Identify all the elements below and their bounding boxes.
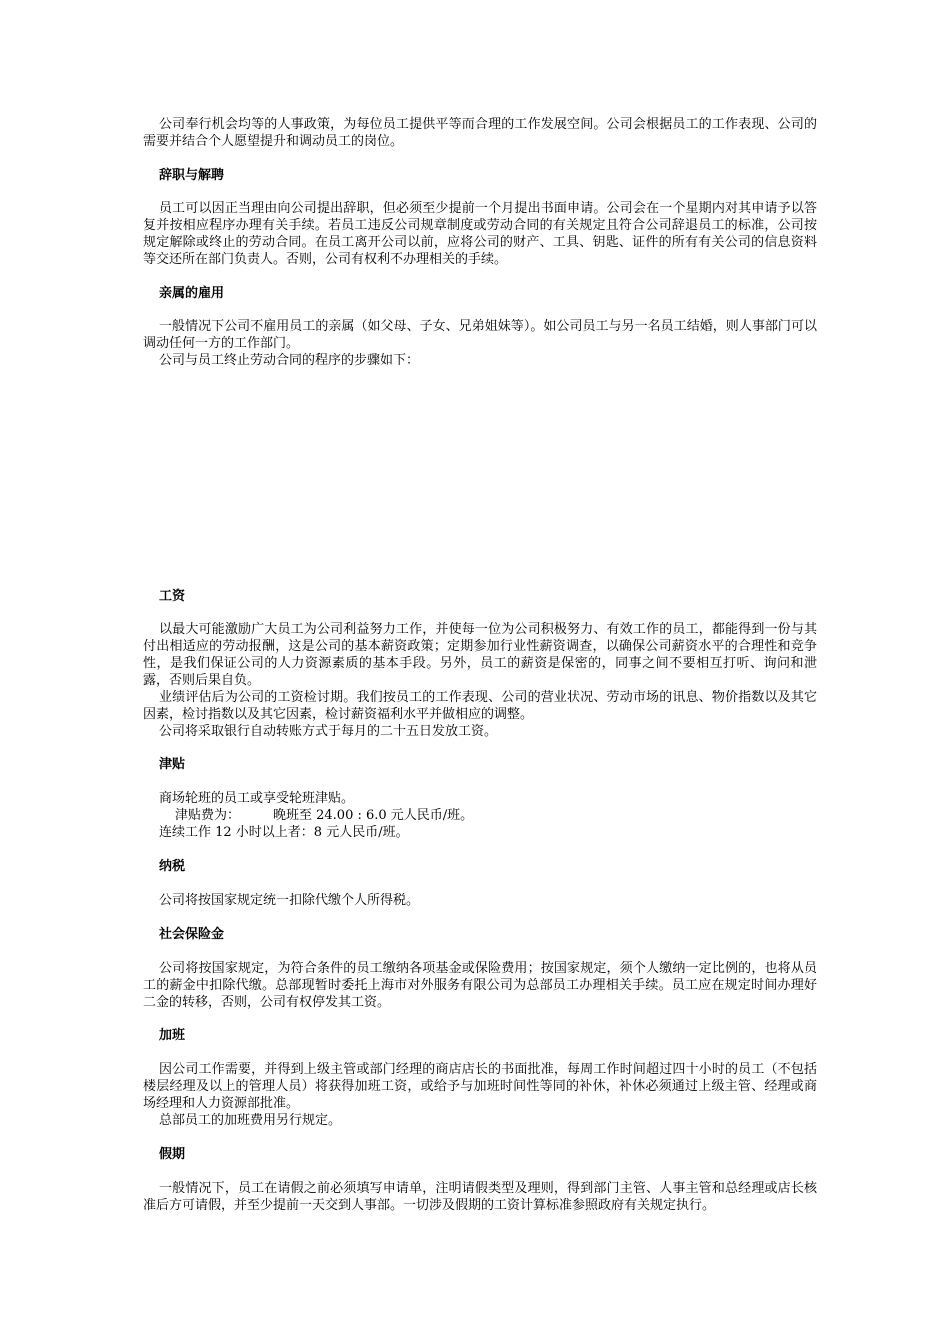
heading-tax: 纳税: [159, 859, 186, 874]
allowance-line-1: 商场轮班的员工或享受轮班津贴。: [159, 791, 355, 806]
leave-paragraph: 一般情况下，员工在请假之前必须填写申请单，注明请假类型及理则，得到部门主管、人事主管和总经理或店长核准后方可请假，并至少提前一天交到人事部。一切涉及假期的工资计算标准参照政府有关规定执行。: [143, 1181, 817, 1213]
allowance-line-3: 连续工作 12 小时以上者：8 元人民币/班。: [159, 825, 409, 840]
resign-paragraph: 员工可以因正当理由向公司提出辞职，但必须至少提前一个月提出书面申请。公司会在一个星期内对其申请予以答复并按相应程序办理有关手续。若员工违反公司规章制度或劳动合同的有关规定且符合公司辞退员工的标准，公司按规定解除或终止的劳动合同。在员工离开公司以前，应将公司的财产、工具、钥匙、证件的所有有关公司的信息资料等交还所在部门负责人。否则，公司有权利不办理相关的手续。: [143, 201, 817, 267]
relatives-paragraph: 一般情况下公司不雇用员工的亲属（如父母、子女、兄弟姐妹等）。如公司员工与另一名员工结婚，则人事部门可以调动任何一方的工作部门。: [143, 319, 817, 351]
heading-leave: 假期: [159, 1147, 186, 1162]
heading-allowance: 津贴: [159, 757, 186, 772]
overtime-paragraph-2: 总部员工的加班费用另行规定。: [159, 1113, 342, 1128]
allowance-label: 津贴费为：: [175, 808, 241, 823]
overtime-paragraph-1: 因公司工作需要，并得到上级主管或部门经理的商店店长的书面批准，每周工作时间超过四十小时的员工（不包括楼层经理及以上的管理人员）将获得加班工资，或给予与加班时间性等同的补休，补休必须通过上级主管、经理或商场经理和人力资源部批准。: [143, 1062, 817, 1111]
salary-paragraph-3: 公司将采取银行自动转账方式于每月的二十五日发放工资。: [159, 724, 498, 739]
heading-overtime: 加班: [159, 1028, 186, 1043]
allowance-value: 晚班至 24.00 : 6.0 元人民币/班。: [273, 808, 474, 823]
salary-paragraph-2: 业绩评估后为公司的工资检讨期。我们按员工的工作表现、公司的营业状况、劳动市场的讯息、物价指数以及其它因素，检讨指数以及其它因素，检讨薪资福利水平并做相应的调整。: [143, 690, 817, 722]
allowance-line-2: [143, 807, 817, 824]
heading-resign: 辞职与解聘: [159, 168, 225, 183]
heading-insurance: 社会保险金: [159, 927, 225, 942]
heading-salary: 工资: [159, 589, 186, 604]
intro-paragraph: 公司奉行机会均等的人事政策，为每位员工提供平等而合理的工作发展空间。公司会根据员工的工作表现、公司的需要并结合个人愿望提升和调动员工的岗位。: [143, 117, 817, 149]
tax-paragraph: 公司将按国家规定统一扣除代缴个人所得税。: [159, 893, 420, 908]
heading-relatives: 亲属的雇用: [159, 286, 225, 301]
salary-paragraph-1: 以最大可能激励广大员工为公司利益努力工作，并使每一位为公司积极努力、有效工作的员工，都能得到一份与其付出相适应的劳动报酬，这是公司的基本薪资政策；定期参加行业性薪资调查，以确保公司薪资水平的合理性和竞争性，是我们保证公司的人力资源素质的基本手段。另外，员工的薪资是保密的，同事之间不要相互打听、询问和泄露，否则后果自负。: [143, 622, 817, 688]
insurance-paragraph: 公司将按国家规定，为符合条件的员工缴纳各项基金或保险费用；按国家规定，须个人缴纳一定比例的，也将从员工的薪金中扣除代缴。总部现暂时委托上海市对外服务有限公司为总部员工办理相关手续。员工应在规定时间办理好二金的转移，否则，公司有权停发其工资。: [143, 961, 817, 1010]
termination-steps-intro: 公司与员工终止劳动合同的程序的步骤如下：: [159, 353, 420, 368]
